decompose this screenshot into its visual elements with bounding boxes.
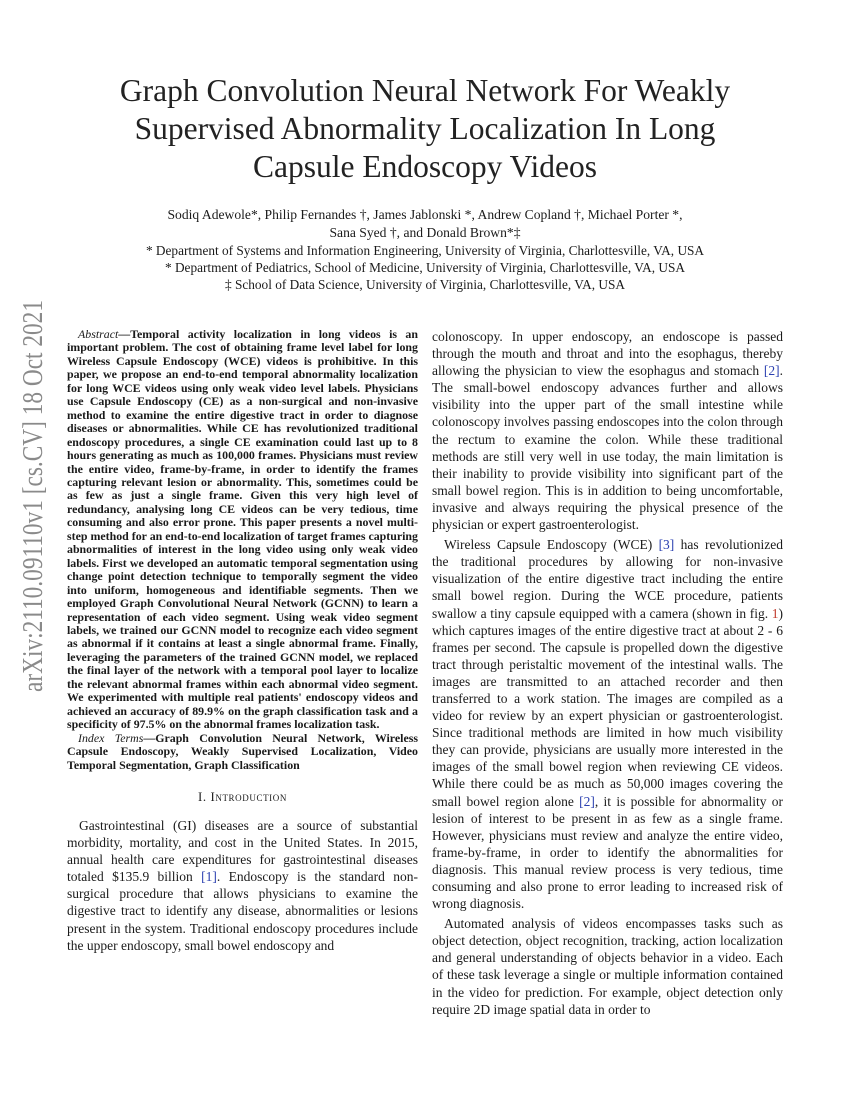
- figure-reference-link[interactable]: 1: [771, 605, 779, 621]
- section-number: I.: [198, 789, 207, 804]
- authors-line-2: Sana Syed †, and Donald Brown*‡: [329, 225, 521, 240]
- index-terms: [67, 732, 418, 772]
- title-line-3: Capsule Endoscopy Videos: [253, 149, 597, 184]
- right-paragraph-3: Automated analysis of videos encompasses tasks such as object detection, object recognition, tracking, action localization and general understanding of objects behavior in a video. Each of these task leverage a single or multiple information contained in the video for prediction. For example, object detection only require 2D image spatial data in order to: [432, 916, 783, 1017]
- arxiv-stamp-graphic: [0, 0, 60, 1100]
- index-terms-label: Index Terms: [78, 730, 144, 745]
- right-p1-text-b: . The small-bowel endoscopy advances further and allows visibility into the upper part of the small intestine while colonoscopy involves passing endoscopes into the colon through the rectum to examine the colon. While these traditional methods are still very well in use today, the main limitation is their inability to provide visibility into significant part of the small bowel region. This is in addition to being uncomfortable, invasive and always requiring the physical presence of the physician or expert gastroenterologist.: [432, 363, 783, 533]
- section-heading-introduction: [67, 790, 418, 805]
- section-name: Introduction: [210, 789, 287, 804]
- affiliation-list: [80, 242, 770, 293]
- abstract-text: —Temporal activity localization in long videos is an important problem. The cost of obtaining frame level label for long Wireless Capsule Endoscopy (WCE) videos is prohibitive. In this paper, we propose an end-to-end temporal abnormality localization for long WCE videos using only weak video level labels. Physicians use Capsule Endoscopy (CE) as a non-surgical and non-invasive method to examine the entire digestive tract in order to diagnose diseases or abnormalities. While CE has revolutionized traditional endoscopy procedures, a single CE examination could last up to 8 hours generating as much as 100,000 frames. Physicians must review the entire video, frame-by-frame, in order to identify the frames capturing relevant lesion or abnormality. This, sometimes could be as few as just a single frame. Given this very high level of redundancy, analysing long CE videos can be very tedious, time consuming and also error prone. This paper presents a novel multi-step method for an end-to-end localization of target frames capturing abnormalities of interest in the long video using only weak video labels. First we developed an automatic temporal segmentation using change point detection technique to temporally segment the video into uniform, homogeneous and identifiable segments. Then we employed Graph Convolutional Neural Network (GCNN) to learn a representation of each video segment. Using weak video segment labels, we trained our GCNN model to recognize each video segment as abnormal if it contains at least a single abnormal frame. Finally, leveraging the parameters of the trained GCNN model, we replaced the final layer of the network with a temporal pool layer to localize the relevant abnormal frames within each abnormal video segment. We experimented with multiple real patients' endoscopy videos and achieved an accuracy of 89.9% on the graph classification task and a specificity of 97.5% on the abnormal frames localization task.: [67, 327, 418, 732]
- title-line-1: Graph Convolution Neural Network For Weakly: [119, 73, 731, 108]
- abstract-label: Abstract: [78, 327, 119, 341]
- index-terms-text: —Graph Convolution Neural Network, Wireless Capsule Endoscopy, Weakly Supervised Localization, Video Temporal Segmentation, Graph Classification: [67, 730, 418, 772]
- arxiv-stamp-text: arXiv:2110.09110v1 [cs.CV] 18 Oct 2021: [18, 221, 49, 692]
- intro-paragraph-1: [67, 817, 418, 954]
- right-column: [432, 328, 783, 1018]
- paper-title: [60, 72, 790, 186]
- affiliation-1: * Department of Systems and Information Engineering, University of Virginia, Charlottesville, VA, USA: [145, 243, 705, 258]
- affiliation-3: ‡ School of Data Science, University of Virginia, Charlottesville, VA, USA: [224, 277, 626, 292]
- right-paragraph-2: [432, 536, 783, 912]
- right-paragraph-1: [432, 328, 783, 533]
- citation-link[interactable]: [3]: [658, 537, 675, 553]
- intro-p1-text-b: . Endoscopy is the standard non-surgical procedure that allows physicians to examine the digestive tract to identify any disease, abnormalities or lesions present in the system. Traditional endoscopy procedures include the upper endoscopy, small bowel endoscopy and: [67, 869, 419, 953]
- affiliation-2: * Department of Pediatrics, School of Medicine, University of Virginia, Charlottesville, VA, USA: [164, 260, 686, 275]
- author-list: [80, 206, 770, 242]
- arxiv-stamp: [0, 0, 60, 1100]
- right-p2-text-a: Wireless Capsule Endoscopy (WCE): [444, 537, 659, 553]
- intro-p1-text-a: Gastrointestinal (GI) diseases are a source of substantial morbidity, mortality, and cost in the United States. In 2015, annual health care expenditures for gastrointestinal diseases totaled $135.9 billion: [67, 817, 418, 885]
- right-p2-text-b: has revolutionized the traditional procedures by allowing for non-invasive visualization of the entire digestive tract including the entire small bowel region. During the WCE procedure, patients swallow a tiny capsule equipped with a camera (shown in fig.: [432, 537, 783, 621]
- abstract: [67, 328, 418, 732]
- left-column: [67, 328, 418, 954]
- citation-link[interactable]: [2]: [763, 363, 780, 379]
- authors-line-1: Sodiq Adewole*, Philip Fernandes †, James Jablonski *, Andrew Copland †, Michael Porter *,: [167, 207, 683, 222]
- title-line-2: Supervised Abnormality Localization In Long: [134, 111, 716, 146]
- right-p1-text-a: colonoscopy. In upper endoscopy, an endoscope is passed through the mouth and throat and into the esophagus, thereby allowing the physician to view the esophagus and stomach: [432, 329, 783, 379]
- citation-link[interactable]: [2]: [579, 793, 595, 809]
- right-p2-text-d: , it is possible for abnormality or lesion of interest to be present in as few as a single frame. However, physicians must review and analyze the entire video, frame-by-frame, in order to identify the abnormalities for diagnosis. This manual review process is very tedious, time consuming and also prone to error leading to increased risk of wrong diagnosis.: [432, 793, 783, 912]
- right-p2-text-c: ) which captures images of the entire digestive tract at about 2 - 6 frames per second. The capsule is propelled down the digestive tract through peristaltic movement of the intestinal walls. The images are transmitted to an attached recorder and then transferred to a work station. The images are compiled as a video for review by an expert physician or gastroenterologist. Since traditional methods are limited in how much visibility they can provide, physicians are usually more interested in the images of the small bowel region when reviewing CE videos. While there could be as much as 50,000 images covering the small bowel region alone: [432, 605, 783, 809]
- citation-link[interactable]: [1]: [201, 869, 217, 885]
